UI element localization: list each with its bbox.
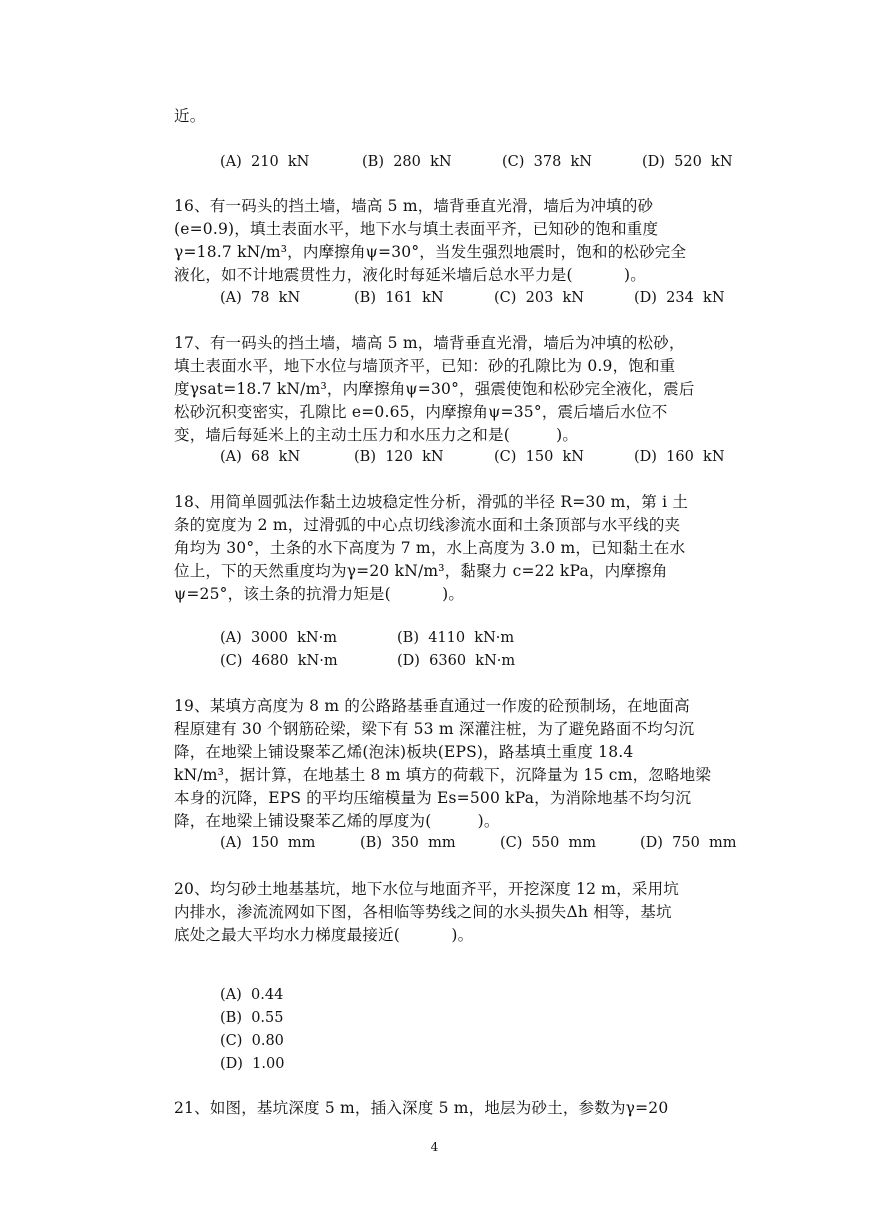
q15-option-c: (C) 378 kN [502, 154, 592, 170]
q16-option-a: (A) 78 kN [220, 290, 301, 306]
q18-option-c: (C) 4680 kN·m [220, 653, 338, 669]
q16-line: 液化，如不计地震贯性力，液化时每延米墙后总水平力是( )。 [174, 266, 646, 284]
intro-tail: 近。 [174, 107, 206, 125]
q20-option-a: (A) 0.44 [220, 987, 284, 1003]
q18-line: 角均为 30°，土条的水下高度为 7 m，水上高度为 3.0 m，已知黏土在水 [174, 539, 686, 557]
q17-option-b: (B) 120 kN [354, 449, 444, 465]
q19-line: 本身的沉降，EPS 的平均压缩模量为 Es=500 kPa，为消除地基不均匀沉 [174, 789, 692, 807]
q16-option-c: (C) 203 kN [494, 290, 584, 306]
q20-option-b: (B) 0.55 [220, 1010, 284, 1026]
q18-option-d: (D) 6360 kN·m [397, 653, 516, 669]
q15-option-b: (B) 280 kN [362, 154, 452, 170]
q18-line: 位上，下的天然重度均为γ=20 kN/m³，黏聚力 c=22 kPa，内摩擦角 [174, 562, 668, 580]
q16-option-d: (D) 234 kN [634, 290, 725, 306]
q17-line: 变，墙后每延米上的主动土压力和水压力之和是( )。 [174, 426, 579, 444]
q17-option-c: (C) 150 kN [494, 449, 584, 465]
q17-line: 17、有一码头的挡土墙，墙高 5 m，墙背垂直光滑，墙后为冲填的松砂， [174, 334, 685, 352]
q15-option-a: (A) 210 kN [220, 154, 310, 170]
q19-option-c: (C) 550 mm [500, 835, 597, 851]
q20-option-d: (D) 1.00 [220, 1056, 285, 1072]
q17-line: 松砂沉积变密实，孔隙比 e=0.65，内摩擦角ψ=35°，震后墙后水位不 [174, 403, 668, 421]
q19-line: 降，在地梁上铺设聚苯乙烯的厚度为( )。 [174, 812, 500, 830]
q16-line: 16、有一码头的挡土墙，墙高 5 m，墙背垂直光滑，墙后为冲填的砂 [174, 197, 654, 215]
q19-line: kN/m³，据计算，在地基土 8 m 填方的荷载下，沉降量为 15 cm，忽略地梁 [174, 766, 712, 784]
q15-option-d: (D) 520 kN [642, 154, 733, 170]
q20-line: 20、均匀砂土地基基坑，地下水位与地面齐平，开挖深度 12 m，采用坑 [174, 880, 680, 898]
q16-option-b: (B) 161 kN [354, 290, 444, 306]
q17-option-a: (A) 68 kN [220, 449, 301, 465]
q21-line: 21、如图，基坑深度 5 m，插入深度 5 m，地层为砂土，参数为γ=20 [174, 1099, 669, 1117]
page-number: 4 [430, 1140, 439, 1154]
q20-line: 内排水，渗流流网如下图，各相临等势线之间的水头损失Δh 相等，基坑 [174, 903, 672, 921]
q16-line: γ=18.7 kN/m³，内摩擦角ψ=30°，当发生强烈地震时，饱和的松砂完全 [174, 243, 687, 261]
q19-option-a: (A) 150 mm [220, 835, 316, 851]
q19-line: 降，在地梁上铺设聚苯乙烯(泡沫)板块(EPS)，路基填土重度 18.4 [174, 743, 634, 761]
q18-option-b: (B) 4110 kN·m [397, 630, 515, 646]
q17-line: 填土表面水平，地下水位与墙顶齐平，已知：砂的孔隙比为 0.9，饱和重 [174, 357, 676, 375]
q17-option-d: (D) 160 kN [634, 449, 725, 465]
q18-line: ψ=25°，该土条的抗滑力矩是( )。 [174, 585, 465, 603]
q20-line: 底处之最大平均水力梯度最接近( )。 [174, 926, 474, 944]
q16-line: (e=0.9)，填土表面水平，地下水与填土表面平齐，已知砂的饱和重度 [174, 220, 659, 238]
q19-line: 程原建有 30 个钢筋砼梁，梁下有 53 m 深灌注桩，为了避免路面不均匀沉 [174, 720, 695, 738]
q19-line: 19、某填方高度为 8 m 的公路路基垂直通过一作废的砼预制场，在地面高 [174, 697, 690, 715]
q18-line: 条的宽度为 2 m，过滑弧的中心点切线渗流水面和土条顶部与水平线的夹 [174, 516, 681, 534]
q17-line: 度γsat=18.7 kN/m³，内摩擦角ψ=30°，强震使饱和松砂完全液化，震后 [174, 380, 695, 398]
q18-option-a: (A) 3000 kN·m [220, 630, 337, 646]
q19-option-d: (D) 750 mm [640, 835, 737, 851]
q19-option-b: (B) 350 mm [360, 835, 456, 851]
q20-option-c: (C) 0.80 [220, 1033, 284, 1049]
q18-line: 18、用简单圆弧法作黏土边坡稳定性分析，滑弧的半径 R=30 m，第 i 土 [174, 493, 689, 511]
